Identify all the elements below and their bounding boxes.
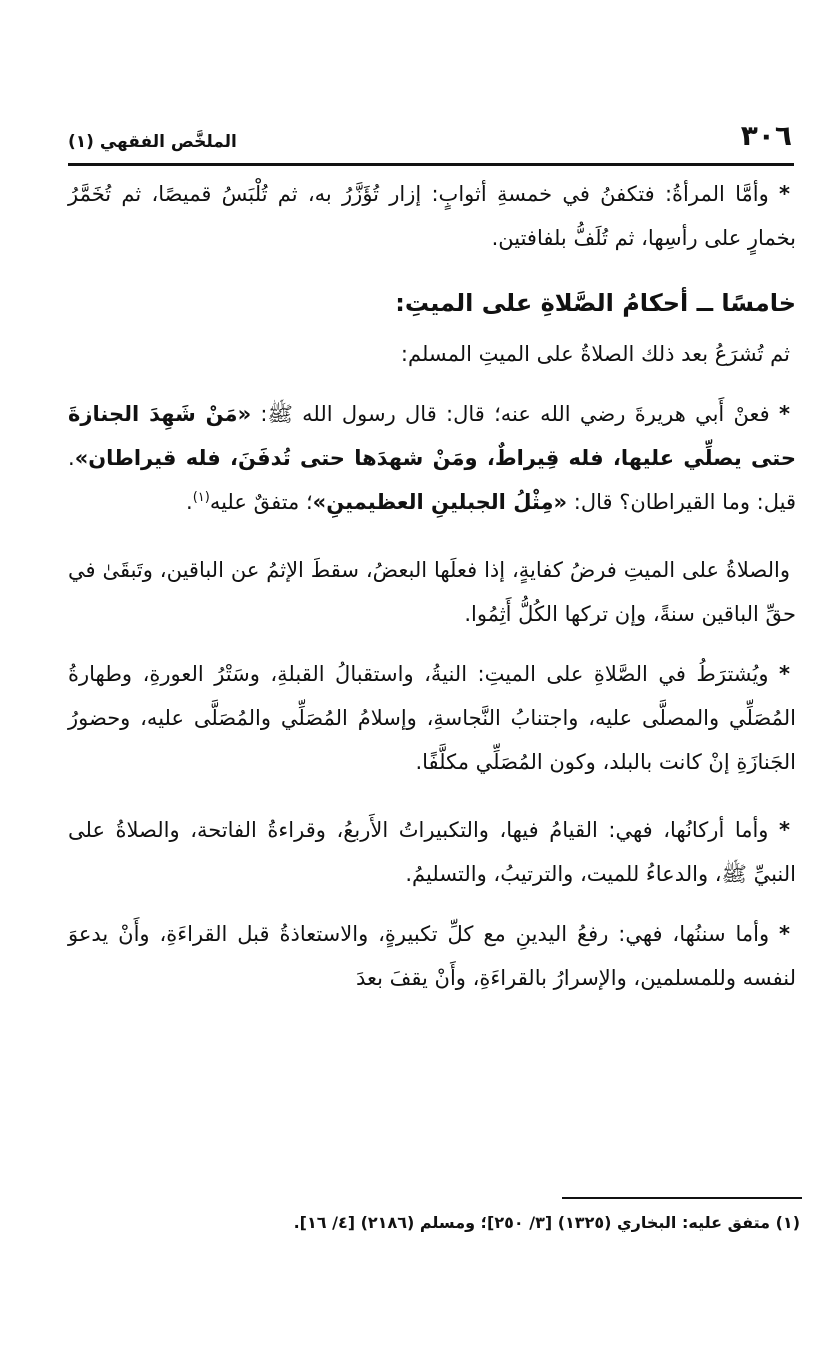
hadith-source: ؛ متفقٌ عليه [209, 490, 313, 514]
book-title: الملخَّص الفقهي (١) [68, 132, 237, 152]
bullet-marker: * [779, 818, 790, 842]
section-heading: خامسًا ــ أحكامُ الصَّلاةِ على الميتِ: [395, 289, 796, 317]
footnote-marker: (١) [192, 490, 210, 505]
paragraph-intro: ثم تُشرَعُ بعد ذلك الصلاةُ على الميتِ المسلم: [400, 342, 790, 366]
paragraph-sunnahs [68, 912, 796, 1000]
paragraph-women-shroud [68, 172, 796, 260]
paragraph-pillars [68, 808, 796, 896]
page-header [68, 118, 794, 162]
header-divider [68, 163, 794, 166]
footnote-text: متفق عليه: البخاري (١٣٢٥) [٣/ ٢٥٠]؛ ومسلم (٢١٨٦) [٤/ ١٦]. [293, 1213, 771, 1232]
hadith-closing: . [186, 490, 193, 514]
page-body [68, 172, 796, 1000]
hadith-middle: . قيل: وما القيراطان؟ قال: [68, 446, 796, 514]
paragraph-text: ويُشترَطُ في الصَّلاةِ على الميتِ: النيةُ، واستقبالُ القبلةِ، وسَتْرُ العورةِ، وطهارةُ المُصَلِّي والمصلَّى عليه، واجتنابُ النَّجاسةِ، وإسلامُ المُصَلِّي والمُصَلَّى عليه، وحضورُ الجَنازَةِ إنْ كانت بالبلد، وكون المُصَلِّي مكلَّفًا. [68, 662, 796, 774]
paragraph-hadith [68, 392, 796, 524]
paragraph-text: وأمَّا المرأةُ: فتكفنُ في خمسةِ أثوابٍ: إزار تُؤَزَّرُ به، ثم تُلْبَسُ قميصًا، ثم تُخَمَّرُ بخمارٍ على رأسِها، ثم تُلَفُّ بلفافتين. [68, 182, 796, 250]
hadith-lead: فعنْ أَبي هريرةَ رضي الله عنه؛ قال: قال رسول الله ﷺ: [251, 402, 770, 426]
paragraph-text: وأما أركانُها، فهي: القيامُ فيها، والتكبيراتُ الأَربعُ، وقراءةُ الفاتحة، والصلاةُ على النبيِّ ﷺ، والدعاءُ للميت، والترتيبُ، والتسليمُ. [68, 818, 796, 886]
hadith-quote: «مَنْ شَهِدَ الجنازةَ حتى يصلِّي عليها، فله قِيراطٌ، ومَنْ شهدَها حتى تُدفَنَ، فله قيراطان» [68, 402, 796, 470]
paragraph-conditions [68, 652, 796, 784]
paragraph-obligation: والصلاةُ على الميتِ فرضُ كفايةٍ، إذا فعلَها البعضُ، سقطَ الإثمُ عن الباقين، وتَبقَىٰ في حقِّ الباقين سنةً، وإن تركها الكُلُّ أَثِمُوا. [68, 558, 796, 626]
footnote-divider [562, 1197, 802, 1199]
bullet-marker: * [779, 402, 790, 426]
footnote-number: (١) [775, 1213, 800, 1232]
bullet-marker: * [779, 662, 791, 686]
paragraph-text: وأما سننُها، فهي: رفعُ اليدينِ مع كلِّ تكبيرةٍ، والاستعاذةُ قبل القراءَةِ، وأَنْ يدعوَ لنفسه وللمسلمين، والإسرارُ بالقراءَةِ، وأَنْ يقفَ بعدَ [68, 922, 796, 990]
bullet-marker: * [779, 922, 790, 946]
page-number: ٣٠٦ [740, 119, 792, 152]
bullet-marker: * [779, 182, 790, 206]
hadith-quote-second: «مِثْلُ الجبلينِ العظيمينِ» [312, 490, 568, 514]
footnote [120, 1208, 800, 1238]
